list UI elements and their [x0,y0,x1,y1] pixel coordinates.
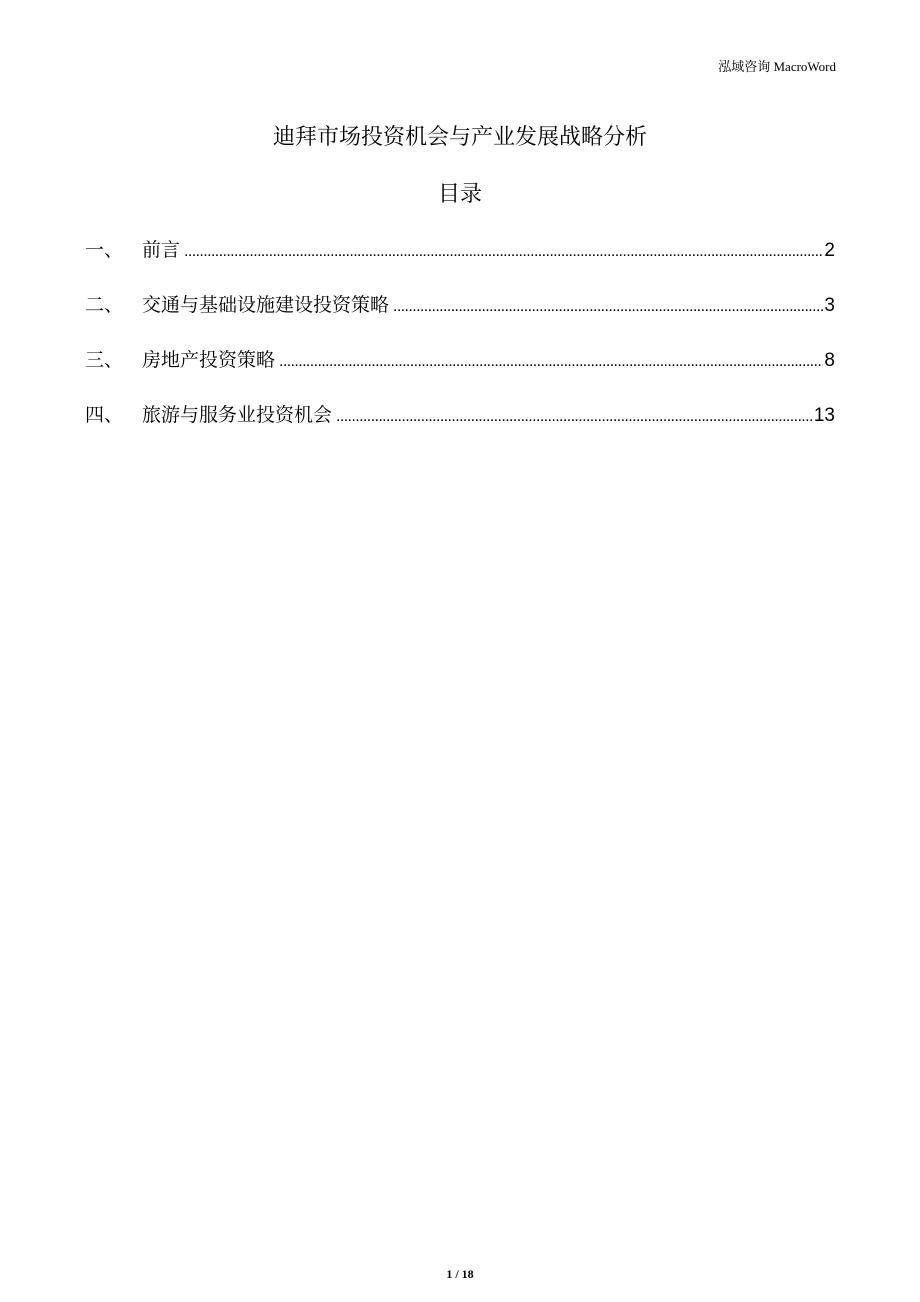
toc-dot-leader [279,348,823,376]
toc-entry-real-estate[interactable] [85,346,835,401]
toc-entry-page[interactable]: 3 [824,295,835,316]
toc-entry-page[interactable]: 13 [813,405,835,426]
toc-dot-leader [184,238,823,266]
toc-entry-number: 三、 [85,349,124,371]
toc-entry-page[interactable]: 8 [824,350,835,371]
toc-entry-page[interactable]: 2 [824,240,835,261]
toc-entry-title[interactable]: 旅游与服务业投资机会 [142,404,333,426]
document-title: 迪拜市场投资机会与产业发展战略分析 [272,125,647,150]
toc-entry-infrastructure[interactable] [85,291,835,346]
toc-entry-tourism[interactable] [85,401,835,456]
toc-entry-number: 二、 [85,294,124,316]
toc-dot-leader [393,293,823,321]
page-number-footer: 1 / 18 [446,1267,474,1281]
toc-entry-number: 四、 [85,404,124,426]
toc-entry-number: 一、 [85,239,124,261]
toc-entry-title[interactable]: 交通与基础设施建设投资策略 [142,294,390,316]
toc-entry-title[interactable]: 前言 [142,239,181,261]
table-of-contents [85,236,835,456]
toc-dot-leader [336,403,813,431]
toc-entry-preface[interactable] [85,236,835,291]
page-header-brand: 泓域咨询 MacroWord [718,59,836,74]
toc-heading: 目录 [437,182,482,207]
toc-entry-title[interactable]: 房地产投资策略 [142,349,276,371]
